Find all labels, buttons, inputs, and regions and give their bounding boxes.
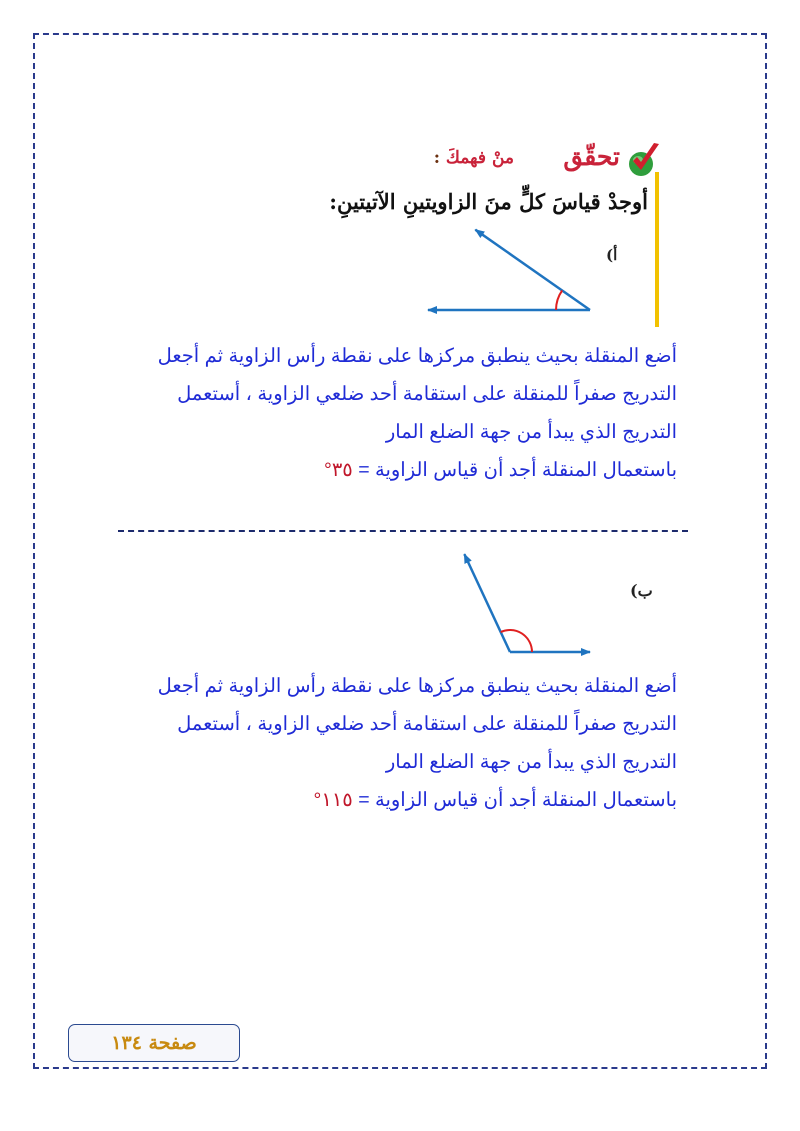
answer-b-line-3: التدريج الذي يبدأ من جهة الضلع المار — [385, 751, 677, 773]
answer-a-result-text: باستعمال المنقلة أجد أن قياس الزاوية = — [352, 459, 677, 481]
answer-a-result — [117, 451, 677, 489]
angle-a-figure — [428, 230, 590, 310]
angle-a-side-ray — [475, 230, 590, 310]
answer-b-line-2: التدريج صفراً للمنقلة على استقامة أحد ضلعي الزاوية ، أستعمل — [177, 713, 677, 735]
angle-b-side-ray — [464, 554, 510, 652]
header-title: تحقّق — [563, 142, 620, 171]
angle-a-arc — [556, 290, 562, 310]
problem-a-label: أ) — [606, 246, 618, 264]
instruction-text: أوجدْ قياسَ كلٍّ منَ الزاويتينِ الآتيتينِ: — [329, 189, 648, 214]
answer-block-b — [117, 667, 677, 819]
problem-b-label: ب) — [630, 581, 653, 600]
header-colon: : — [433, 148, 440, 168]
answer-a-line-1: أضع المنقلة بحيث ينطبق مركزها على نقطة رأس الزاوية ثم أجعل — [157, 345, 677, 367]
answer-b-result-text: باستعمال المنقلة أجد أن قياس الزاوية = — [352, 789, 677, 811]
header-subtitle-text: منْ فهمكَ — [445, 148, 514, 168]
answer-a-line-2: التدريج صفراً للمنقلة على استقامة أحد ضلعي الزاوية ، أستعمل — [177, 383, 677, 405]
angle-b-figure — [464, 554, 590, 652]
answer-block-a — [117, 337, 677, 489]
answer-b-line-1: أضع المنقلة بحيث ينطبق مركزها على نقطة رأس الزاوية ثم أجعل — [157, 675, 677, 697]
section-divider — [118, 530, 688, 532]
answer-a-result-value: ٣٥° — [324, 459, 353, 481]
page-number-label: صفحة ١٣٤ — [68, 1024, 240, 1062]
answer-b-result — [117, 781, 677, 819]
answer-b-result-value: ١١٥° — [313, 789, 353, 811]
answer-a-line-3: التدريج الذي يبدأ من جهة الضلع المار — [385, 421, 677, 443]
